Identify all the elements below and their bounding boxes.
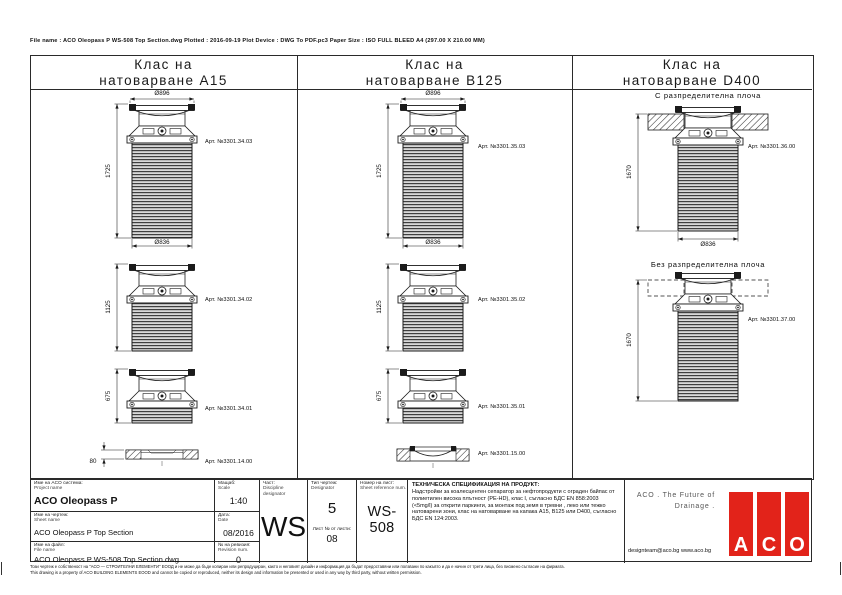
trim-mark-right bbox=[840, 562, 841, 575]
header-line1: Клас на bbox=[134, 57, 193, 72]
file-label-en: File name bbox=[34, 548, 56, 554]
header-line1: Клас на bbox=[405, 57, 464, 72]
article-number: Арт. №3301.36.00 bbox=[748, 144, 796, 150]
header-line1: Клас на bbox=[662, 57, 722, 72]
scale-label-bg: Мащаб: bbox=[218, 481, 236, 486]
date-label-bg: Дата: bbox=[218, 513, 230, 518]
dim-bottom-diameter: Ø836 bbox=[154, 239, 170, 246]
tb-scale-cell bbox=[214, 479, 259, 511]
trim-mark-left bbox=[1, 562, 2, 575]
tb-discipline-cell bbox=[259, 479, 307, 563]
tb-revision-cell bbox=[214, 541, 259, 563]
dim-top-diameter: Ø896 bbox=[154, 90, 170, 97]
dim-height: 1670 bbox=[626, 165, 633, 179]
logo-letter: C bbox=[761, 534, 777, 556]
tb-type-cell bbox=[307, 479, 356, 563]
revision-label-bg: № на ревизия: bbox=[218, 543, 251, 548]
article-number: Арт. №3301.37.00 bbox=[748, 317, 796, 323]
ref-label-en: Sheet reference num. bbox=[360, 486, 407, 492]
logo-letter: A bbox=[733, 534, 749, 556]
header-line2: натоварване А15 bbox=[99, 73, 228, 88]
sheets-value: 08 bbox=[326, 534, 338, 546]
article-number: Арт. №3301.35.01 bbox=[478, 404, 526, 410]
disclaimer-line-en: This drawing is a property of ACO BUILDING ELEMENTS EOOD and cannot be copied or reproduced, neither its design and information be presented or used in any way by third party, without written permission. bbox=[30, 569, 422, 575]
disclaimer-line-bg: Този чертеж е собственост на "АСО — СТРОИТЕЛНИ ЕЛЕМЕНТИ" ЕООД и не може да бъде копиран или репродуциран, както и неговият дизайн и информация да бъдат предоставяни или ползвани по какъвто и да е начин от трети лица, без писмено съгласие на фирмата. bbox=[30, 564, 565, 569]
sheet-label-bg: Име на чертеж: bbox=[34, 513, 69, 518]
file-name: ACO Oleopass P WS-508 Top Section.dwg bbox=[34, 554, 179, 564]
slogan-line2: Drainage . bbox=[674, 503, 715, 510]
brand-contacts: designteam@aco.bg www.aco.bg bbox=[628, 548, 712, 554]
article-number: Арт. №3301.14.00 bbox=[205, 459, 253, 465]
revision-label-en: Revision num. bbox=[218, 548, 249, 554]
project-label-bg: Име на ACO система: bbox=[34, 481, 83, 486]
spec-body: Надстройки за коалесцентен сепаратор за нефтопродукти с ограден байпас от полиетилен висока плътност (PE-HD), клас I, съгласно БДС EN 858:2003 (<5mg/l) за открити паркинги, за монтаж под земя в тревни , леко или тежко натоварени зони, клас на натоварване на капака А15, В125 или D400, съгласно БДС EN 124:2003. bbox=[412, 489, 617, 523]
header-line2: натоварване D400 bbox=[622, 73, 762, 88]
discipline-value: WS bbox=[260, 511, 307, 543]
dim-height: 675 bbox=[105, 390, 112, 402]
dim-height: 675 bbox=[376, 390, 383, 402]
type-label-bg: Тип чертеж: bbox=[311, 481, 338, 486]
discipline-label-bg: Част: bbox=[263, 481, 275, 486]
dim-height: 1725 bbox=[105, 164, 112, 178]
logo-letter: O bbox=[789, 534, 805, 556]
header-line2: натоварване B125 bbox=[365, 73, 504, 88]
sheetref-value: WS-508 bbox=[367, 503, 397, 536]
spec-title: ТЕХНИЧЕСКА СПЕЦИФИКАЦИЯ НА ПРОДУКТ: bbox=[412, 482, 540, 488]
article-number: Арт. №3301.34.01 bbox=[205, 406, 253, 412]
date-label-en: Date bbox=[218, 518, 229, 524]
tb-date-cell bbox=[214, 511, 259, 541]
sheet-name: ACO Oleopass P Top Section bbox=[34, 527, 134, 537]
scale-label-en: Scale bbox=[218, 486, 230, 492]
article-number: Арт. №3301.35.03 bbox=[478, 144, 526, 150]
file-info: File name : ACO Oleopass P WS-508 Top Section.dwg Plotted : 2016-09-19 Plot Device : DWG To PDF.pc3 Paper Size : ISO FULL BLEED A4 (297.00 X 210.00 MM) bbox=[30, 38, 485, 44]
dim-bottom-diameter: Ø836 bbox=[700, 241, 716, 248]
tb-project-cell bbox=[31, 479, 214, 511]
figure-subtitle: С разпределителна плоча bbox=[655, 91, 761, 100]
tb-sheetref-cell bbox=[356, 479, 407, 563]
ref-label-bg: Номер на лист: bbox=[360, 481, 395, 486]
tb-filename-cell bbox=[31, 541, 214, 563]
dim-height: 1670 bbox=[626, 333, 633, 347]
logo-bar bbox=[785, 492, 809, 556]
figure-subtitle: Без разпределителна плоча bbox=[650, 260, 766, 269]
title-block bbox=[30, 478, 812, 565]
logo-bar bbox=[757, 492, 781, 556]
dim-height: 80 bbox=[89, 458, 97, 465]
sheets-label: Лист № от листи: bbox=[312, 526, 352, 532]
tb-brand-cell bbox=[624, 479, 813, 563]
file-label-bg: Име на файл: bbox=[34, 543, 65, 548]
dim-height: 1125 bbox=[376, 300, 383, 314]
dim-height: 1725 bbox=[376, 164, 383, 178]
project-name: ACO Oleopass P bbox=[34, 494, 118, 507]
type-value: 5 bbox=[327, 499, 337, 517]
discipline-label-en: Discipline designator bbox=[263, 486, 286, 497]
sheet-label-en: Sheet name bbox=[34, 518, 60, 524]
dim-top-diameter: Ø896 bbox=[425, 90, 441, 97]
article-number: Арт. №3301.35.02 bbox=[478, 297, 526, 303]
copyright-disclaimer bbox=[30, 564, 794, 575]
article-number: Арт. №3301.34.02 bbox=[205, 297, 253, 303]
aco-logo bbox=[729, 492, 809, 556]
brand-slogan bbox=[629, 490, 715, 512]
date-value: 08/2016 bbox=[223, 527, 254, 538]
revision-value: 0 bbox=[235, 554, 241, 565]
scale-value: 1:40 bbox=[229, 495, 248, 506]
type-label-en: Designator bbox=[311, 486, 335, 492]
dim-bottom-diameter: Ø836 bbox=[425, 239, 441, 246]
tb-spec-cell bbox=[407, 479, 624, 563]
project-label-en: Project name bbox=[34, 486, 63, 492]
slogan-line1: ACO . The Future of bbox=[636, 492, 715, 499]
article-number: Арт. №3301.34.03 bbox=[205, 139, 253, 145]
tb-sheetname-cell bbox=[31, 511, 214, 541]
dim-height: 1125 bbox=[105, 300, 112, 314]
logo-bar bbox=[729, 492, 753, 556]
article-number: Арт. №3301.15.00 bbox=[478, 451, 526, 457]
